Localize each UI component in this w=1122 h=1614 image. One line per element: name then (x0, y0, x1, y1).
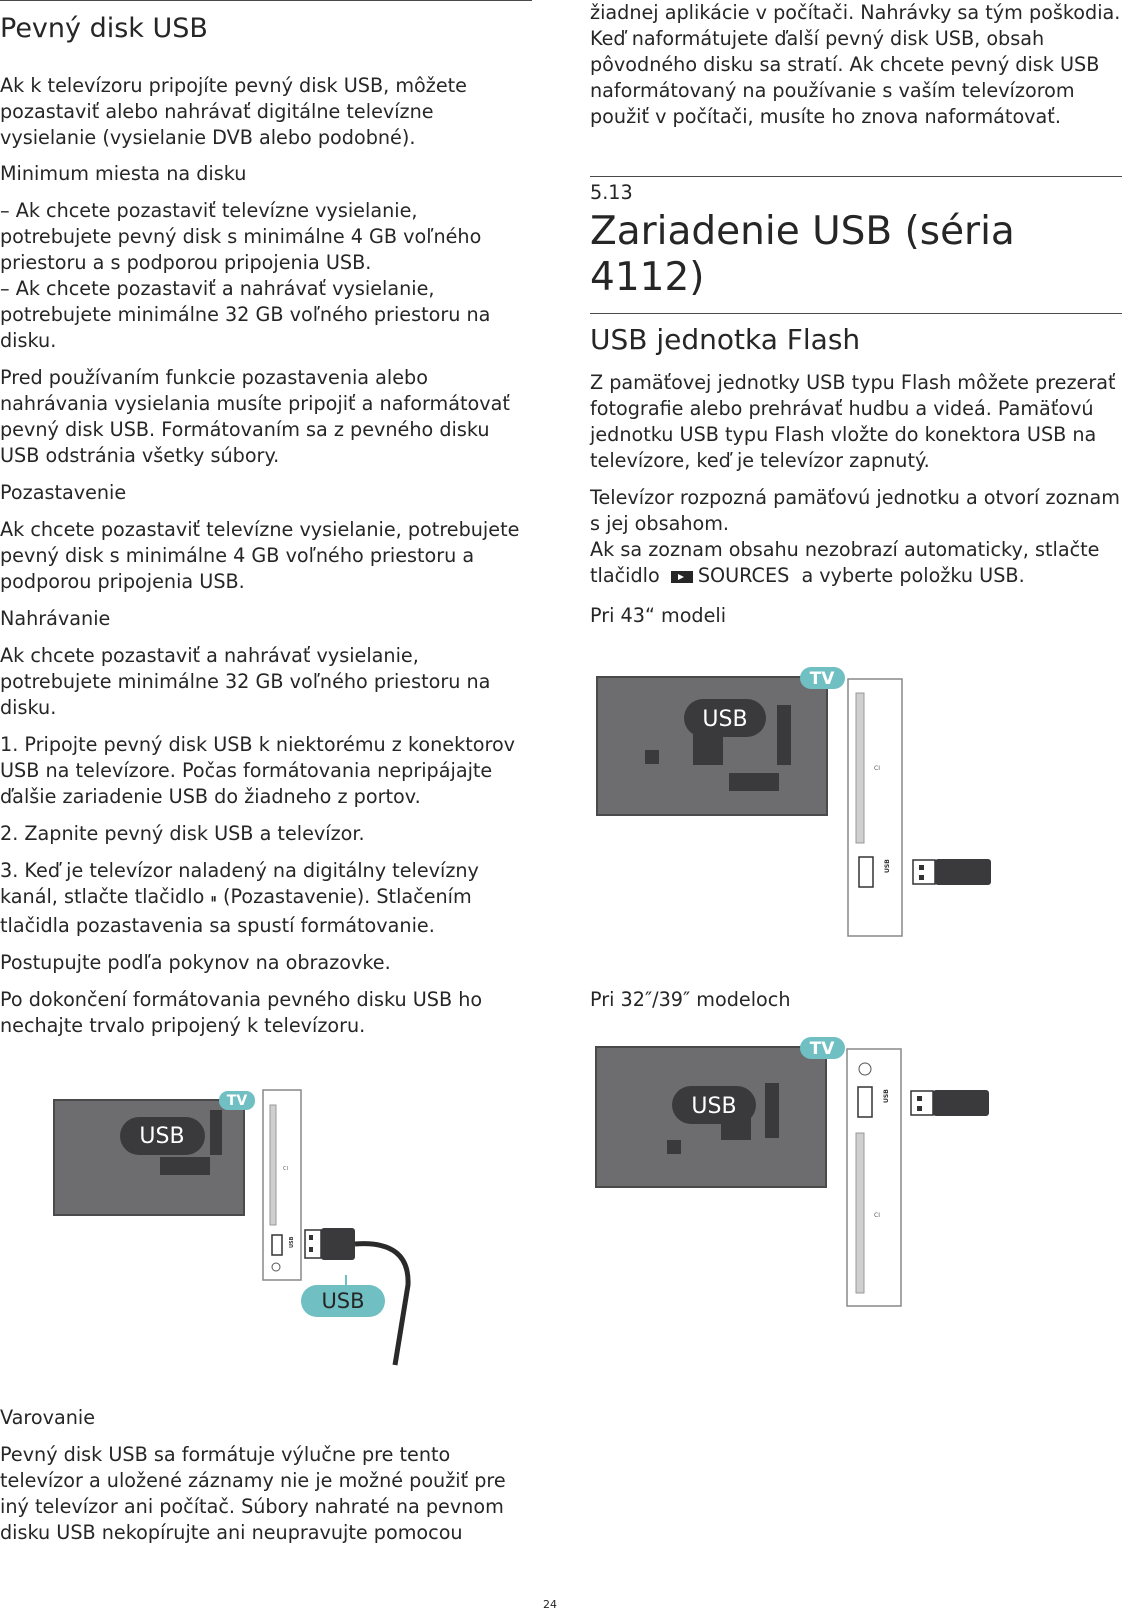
flash-usb: USB (1026, 423, 1067, 446)
usb-callout-text: USB (321, 1289, 365, 1313)
pause-icon: ⏸ (210, 892, 217, 907)
instructions-paragraph: Postupujte podľa pokynov na obrazovke. (0, 951, 391, 974)
hdd-connection-illustration (50, 1085, 430, 1375)
step-3-post: (Pozastavenie). Stlačením tlačidla pozastavenia sa spustí formátovanie. (0, 885, 472, 937)
recognize-mid: a vyberte položku (789, 564, 980, 587)
min-space-line2: – Ak chcete pozastaviť a nahrávať vysielanie, potrebujete minimálne 32 GB voľného priestoru na disku. (0, 277, 491, 352)
usb-port (858, 1087, 872, 1117)
usb-stick-metal (913, 860, 935, 884)
ci-slot (270, 1105, 276, 1225)
usb-stick-body (933, 1090, 989, 1116)
usb-badge-text: USB (702, 707, 748, 732)
model-43-illustration (593, 665, 993, 940)
left-column (0, 0, 532, 1039)
flash-pre: Z pamäťovej jednotky USB typu Flash môžete prezerať fotografie alebo prehrávať hudbu a videá. Pamäťovú jednotku USB typu Flash vložte do konektora (590, 371, 1116, 446)
continued-paragraph: žiadnej aplikácie v počítači. Nahrávky sa tým poškodia. Keď naformátujete ďalší pevný disk USB, obsah pôvodného disku sa stratí. Ak chcete pevný disk USB naformátovaný na používanie s vaším televízorom použiť v počítači, musíte ho znova naformátovať. (590, 1, 1121, 128)
page-number: 24 (543, 1598, 557, 1611)
warning-heading: Varovanie (0, 1406, 96, 1429)
usb-stick-body (935, 859, 991, 885)
usb-badge-text: USB (139, 1124, 185, 1149)
record-heading: Nahrávanie (0, 607, 111, 630)
usb-plug-pin2 (309, 1247, 313, 1252)
ci-slot-label: CI (874, 1212, 880, 1219)
headphone-jack (859, 1063, 871, 1075)
subsection-title: USB jednotka Flash (590, 323, 861, 356)
usb-port-label: USB (884, 859, 891, 873)
page-title: Pevný disk USB (0, 13, 208, 44)
step-1-post: na televízore. Počas formátovania nepripájajte ďalšie zariadenie USB do žiadneho z portov. (0, 759, 493, 808)
usb-port-label: USB (883, 1089, 890, 1103)
model-3239-label: Pri 32″/39″ modeloch (590, 988, 791, 1011)
step-1-pre: 1. Pripojte pevný disk USB k niektorému z konektorov (0, 733, 516, 756)
usb-stick-pin2 (919, 875, 924, 880)
side-panel (847, 1049, 901, 1306)
sources-icon (670, 566, 694, 592)
tv-port-block (777, 705, 791, 765)
left-column-bottom (0, 1405, 532, 1546)
step-2: 2. Zapnite pevný disk USB a televízor. (0, 822, 365, 845)
right-column (590, 0, 1122, 629)
pause-paragraph: Ak chcete pozastaviť televízne vysielanie, potrebujete pevný disk s minimálne 4 GB voľného priestoru a podporou pripojenia USB. (0, 518, 520, 593)
record-paragraph: Ak chcete pozastaviť a nahrávať vysielanie, potrebujete minimálne 32 GB voľného priestoru na disku. (0, 644, 491, 719)
model-3239-figure (593, 1035, 993, 1310)
tv-port-block (765, 1083, 779, 1138)
step-1 (0, 732, 532, 810)
recognize-pre: Ak sa zoznam obsahu nezobrazí automaticky, stlačte tlačidlo (590, 538, 1100, 587)
section-rule-bottom (590, 313, 1122, 314)
model-3239-illustration (593, 1035, 993, 1310)
pause-heading: Pozastavenie (0, 481, 127, 504)
usb-stick-metal (911, 1091, 933, 1115)
min-space-heading: Minimum miesta na disku (0, 162, 247, 185)
intro-paragraph: Ak k televízoru pripojíte pevný disk USB, môžete pozastaviť alebo nahrávať digitálne televízne vysielanie (vysielanie DVB alebo podobné). (0, 74, 467, 149)
step-1-usb: USB (0, 759, 40, 782)
section-title: Zariadenie USB (séria 4112) (590, 209, 1015, 300)
tv-small-port (645, 750, 659, 764)
tv-badge-text: TV (809, 1039, 835, 1059)
recognize-end: . (1018, 564, 1025, 587)
tv-port-block (210, 1110, 222, 1155)
tv-port-slot (160, 1157, 210, 1175)
before-use-paragraph: Pred používaním funkcie pozastavenia alebo nahrávania vysielania musíte pripojiť a naformátovať pevný disk USB. Formátovaním sa z pevného disku USB odstránia všetky súbory. (0, 366, 510, 467)
recognize-usb: USB (979, 564, 1019, 587)
tv-badge-text: TV (809, 669, 835, 689)
flash-paragraph (590, 370, 1122, 474)
ci-slot (856, 1133, 864, 1293)
headphone-jack (272, 1263, 280, 1271)
tv-port-slot (729, 773, 779, 791)
usb-port (859, 857, 873, 887)
after-format-paragraph: Po dokončení formátovania pevného disku USB ho nechajte trvalo pripojený k televízoru. (0, 988, 483, 1037)
usb-port (272, 1235, 282, 1255)
ci-slot-label: CI (283, 1166, 288, 1172)
section-rule-top (590, 176, 1122, 177)
usb-stick-pin2 (917, 1106, 922, 1111)
hdd-connection-figure (50, 1085, 430, 1375)
step-3-pre: 3. Keď je televízor naladený na digitálny televízny kanál, stlačte tlačidlo (0, 859, 479, 908)
usb-stick-pin1 (917, 1096, 922, 1101)
model-43-label: Pri 43“ modeli (590, 604, 727, 627)
recognize-line-2 (590, 537, 1122, 592)
usb-plug-body (321, 1228, 355, 1260)
model-43-figure (593, 665, 993, 940)
ci-slot-label: CI (874, 765, 880, 772)
step-3 (0, 858, 532, 939)
usb-port-label: USB (289, 1236, 295, 1248)
section-number: 5.13 (590, 181, 633, 204)
min-space-line1: – Ak chcete pozastaviť televízne vysielanie, potrebujete pevný disk s minimálne 4 GB voľného priestoru a s podporou pripojenia USB. (0, 199, 482, 274)
usb-plug-pin1 (309, 1235, 313, 1240)
top-rule-left (0, 0, 532, 1)
usb-stick-pin1 (919, 865, 924, 870)
warning-paragraph: Pevný disk USB sa formátuje výlučne pre tento televízor a uložené záznamy nie je možné použiť pre iný televízor ani počítač. Súbory nahraté na pevnom disku USB nekopírujte ani neupravujte pomocou (0, 1443, 506, 1544)
model-3239-label-wrap (590, 987, 1122, 1013)
tv-small-port (667, 1140, 681, 1154)
usb-badge-text: USB (691, 1094, 737, 1119)
tv-badge-text: TV (226, 1093, 248, 1109)
flash-post: na televízore, keď je televízor zapnutý. (590, 423, 1097, 472)
usb-plug-metal (305, 1230, 321, 1258)
ci-slot (856, 693, 864, 843)
sources-label: SOURCES (697, 564, 790, 587)
recognize-line-1: Televízor rozpozná pamäťovú jednotku a otvorí zoznam s jej obsahom. (590, 486, 1120, 535)
